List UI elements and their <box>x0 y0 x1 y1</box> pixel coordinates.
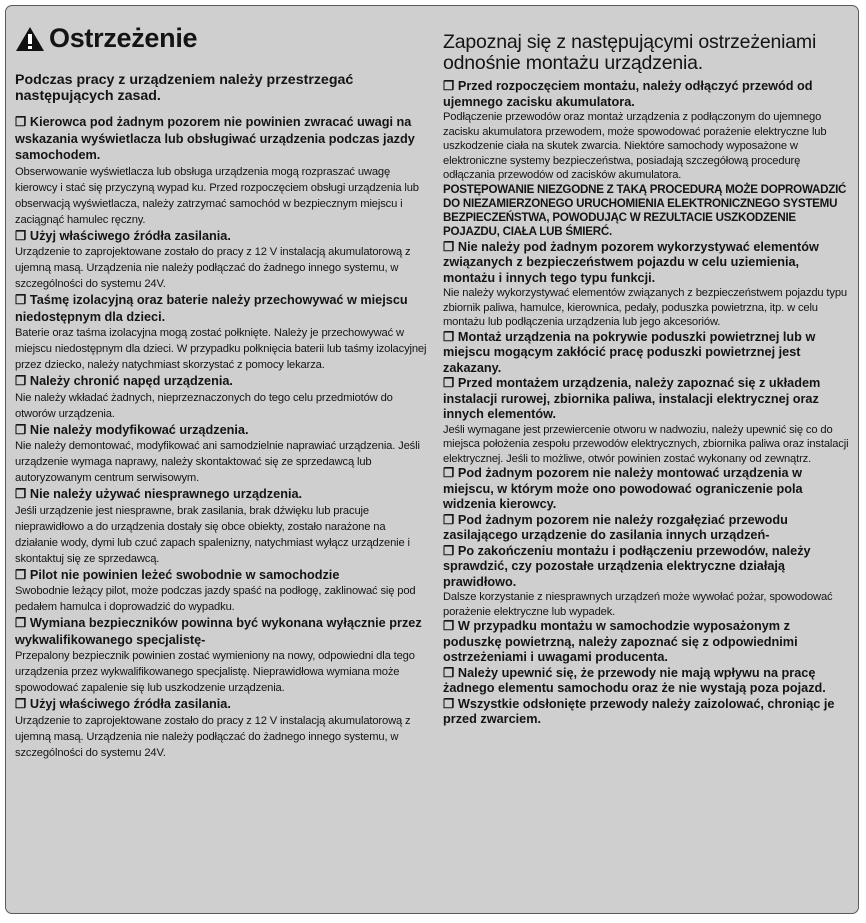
checkbox-bullet-icon <box>443 544 454 558</box>
checkbox-bullet-icon <box>443 79 454 93</box>
install-item <box>443 240 849 330</box>
install-item <box>443 513 849 544</box>
install-item <box>443 544 849 620</box>
checkbox-bullet-icon <box>15 616 26 630</box>
install-item <box>443 330 849 377</box>
warning-item-body: Nie należy demontować, modyfikować ani samodzielnie naprawiać urządzenia. Jeśli urządzenie wymaga naprawy, należy skontaktować się ze sprzedawcą lub autoryzowanym centrum serwisowym. <box>15 440 420 484</box>
warning-item <box>15 373 427 422</box>
warning-item-heading: Kierowca pod żadnym pozorem nie powinien zwracać uwagi na wskazania wyświetlacza lub obsługiwać urządzenia podczas jazdy samochodem. <box>15 115 415 162</box>
install-item <box>443 619 849 666</box>
install-item-heading: Montaż urządzenia na pokrywie poduszki powietrznej lub w miejscu mogącym zakłócić pracę poduszki powietrznej jest zakazany. <box>443 329 816 375</box>
warning-item-body: Swobodnie leżący pilot, może podczas jazdy spaść na podłogę, zaklinować się pod pedałem hamulca i doprowadzić do wypadku. <box>15 585 416 613</box>
warning-item-heading: Należy chronić napęd urządzenia. <box>29 374 233 388</box>
warning-item <box>15 114 427 228</box>
installation-heading: Zapoznaj się z następującymi ostrzeżeniami odnośnie montażu urządzenia. <box>443 31 817 74</box>
install-item-body: Podłączenie przewodów oraz montaż urządzenia z podłączonym do ujemnego zacisku akumulatora przewodem, może spowodować porażenie elektryczne lub uszkodzenie ciała na skutek zwarcia. Niektóre samochody wyposażone w elektroniczne systemy bezpieczeństwa, posiadają szczegółową procedurę odłączania przewodów od zacisków akumulatora. <box>443 111 827 181</box>
checkbox-bullet-icon <box>443 697 454 711</box>
warning-item <box>15 422 427 487</box>
checkbox-bullet-icon <box>443 666 454 680</box>
install-item-heading: Przed rozpoczęciem montażu, należy odłączyć przewód od ujemnego zacisku akumulatora. <box>443 79 813 109</box>
install-item-heading: Przed montażem urządzenia, należy zapoznać się z układem instalacji rurowej, zbiornika paliwa, instalacji elektrycznej oraz innych elementów. <box>443 376 821 422</box>
warning-item-heading: Użyj właściwego źródła zasilania. <box>29 697 231 711</box>
checkbox-bullet-icon <box>15 229 26 243</box>
warning-panel <box>5 5 859 914</box>
install-item-heading: Pod żadnym pozorem nie należy rozgałęziać przewodu zasilającego urządzenie do zasilania innych urządzeń- <box>443 512 788 543</box>
checkbox-bullet-icon <box>443 330 454 344</box>
warning-item-heading: Taśmę izolacyjną oraz baterie należy przechowywać w miejscu niedostępnym dla dzieci. <box>15 293 408 324</box>
warning-item-body: Urządzenie to zaprojektowane zostało do pracy z 12 V instalacją akumulatorową z ujemną masą. Urządzenia nie należy podłączać do żadnego innego systemu, w szczególności do systemu 24V. <box>15 714 411 759</box>
general-warnings-list <box>15 114 427 761</box>
warning-title-row <box>15 23 197 54</box>
checkbox-bullet-icon <box>443 619 454 633</box>
warning-item-body: Przepalony bezpiecznik powinien zostać wymieniony na nowy, odpowiedni dla tego urządzenia przez wykwalifikowanego specjalistę. Nieprawidłowa wymiana może spowodować zapalenie się lub uszkodzenie urządzenia. <box>15 650 415 694</box>
install-item <box>443 697 849 728</box>
checkbox-bullet-icon <box>443 376 454 390</box>
warning-item-body: Obserwowanie wyświetlacza lub obsługa urządzenia mogą rozpraszać uwagę kierowcy i stać się przyczyną wypad ku. Przed rozpoczęciem obsługi urządzenia lub obserwacją wyświetlacza, należy zatrzymać samochód w bezpiecznym miejscu i zaciągnąć hamulec ręczny. <box>15 165 419 226</box>
installation-warnings-list <box>443 79 849 728</box>
install-item-body: Nie należy wykorzystywać elementów związanych z bezpieczeństwem pojazdu typu zbiornik paliwa, hamulce, kierownica, pedały, poduszka powietrzna, itp. w celu montażu lub podłączenia urządzenia lub jego akcesoriów. <box>443 287 847 329</box>
install-item-heading: Należy upewnić się, że przewody nie mają wpływu na pracę żadnego elementu samochodu oraz że nie wystają poza pojazd. <box>443 665 826 696</box>
warning-item-heading: Użyj właściwego źródła zasilania. <box>29 228 231 243</box>
warning-item <box>15 228 427 293</box>
warning-item-body: Urządzenie to zaprojektowane zostało do pracy z 12 V instalacją akumulatorową z ujemną masą. Urządzenia nie należy podłączać do żadnego innego systemu, w szczególności do systemu 24V. <box>15 246 411 290</box>
install-item-heading: Pod żadnym pozorem nie należy montować urządzenia w miejscu, w którym może ono powodować ograniczenie pola widzenia kierowcy. <box>443 466 803 512</box>
install-item-heading: Nie należy pod żadnym pozorem wykorzystywać elementów związanych z bezpieczeństwem pojazdu w celu uziemienia, montażu i innych tego typu funkcji. <box>443 239 819 285</box>
warning-subtitle: Podczas pracy z urządzeniem należy przestrzegać następujących zasad. <box>15 72 354 104</box>
install-item-heading: W przypadku montażu w samochodzie wyposażonym z poduszkę powietrzną, należy zapoznać się z odpowiednimi ostrzeżeniami i uwagami producenta. <box>443 619 798 665</box>
install-item <box>443 376 849 466</box>
warning-item <box>15 292 427 373</box>
install-item-heading: Po zakończeniu montażu i podłączeniu przewodów, należy sprawdzić, czy pozostałe urządzenia elektryczne działają prawidłowo. <box>443 543 811 589</box>
checkbox-bullet-icon <box>443 513 454 527</box>
warning-item <box>15 615 427 696</box>
warning-item-heading: Wymiana bezpieczników powinna być wykonana wyłącznie przez wykwalifikowanego specjalistę- <box>15 616 422 647</box>
checkbox-bullet-icon <box>443 466 454 480</box>
warning-item <box>15 486 427 567</box>
warning-triangle-icon <box>15 26 45 52</box>
warning-item-heading: Nie należy modyfikować urządzenia. <box>29 422 249 437</box>
warning-item <box>15 696 427 761</box>
checkbox-bullet-icon <box>15 487 26 501</box>
checkbox-bullet-icon <box>15 115 26 129</box>
checkbox-bullet-icon <box>443 240 454 254</box>
checkbox-bullet-icon <box>15 423 26 437</box>
checkbox-bullet-icon <box>15 374 26 388</box>
install-caps-warning: POSTĘPOWANIE NIEZGODNE Z TAKĄ PROCEDURĄ MOŻE DOPROWADZIĆ DO NIEZAMIERZONEGO URUCHOMIENIA ELEKTRONICZNEGO SYSTEMU BEZPIECZEŃSTWA, POWODUJĄC W REZULTACIE USZKODZENIE POJAZDU, CIAŁA LUB ŚMIERĆ. <box>443 182 847 239</box>
warning-item-body: Nie należy wkładać żadnych, nieprzeznaczonych do tego celu przedmiotów do otworów urządzenia. <box>15 391 393 420</box>
install-item-body: Jeśli wymagane jest przewiercenie otworu w nadwoziu, należy upewnić się co do miejsca położenia zespołu przewodów elektrycznych, zbiornika paliwa oraz instalacji elektrycznej. Jeśli to możliwe, otwór powinien zostać wykonany od zewnątrz. <box>443 423 849 465</box>
checkbox-bullet-icon <box>15 697 26 711</box>
page-title: Ostrzeżenie <box>49 23 198 53</box>
install-item <box>443 79 849 240</box>
install-item <box>443 666 849 697</box>
checkbox-bullet-icon <box>15 568 26 582</box>
warning-item-heading: Pilot nie powinien leżeć swobodnie w samochodzie <box>29 567 340 582</box>
warning-item <box>15 567 427 616</box>
install-item-body: Dalsze korzystanie z niesprawnych urządzeń może wywołać pożar, spowodować porażenie elektryczne lub wypadek. <box>443 591 833 618</box>
install-item-heading: Wszystkie odsłonięte przewody należy zaizolować, chroniąc je przed zwarciem. <box>443 696 835 727</box>
checkbox-bullet-icon <box>15 293 26 307</box>
warning-item-heading: Nie należy używać niesprawnego urządzenia. <box>29 487 303 501</box>
install-item <box>443 466 849 513</box>
warning-item-body: Baterie oraz taśma izolacyjna mogą zostać połknięte. Należy je przechowywać w miejscu niedostępnym dla dzieci. W przypadku połknięcia baterii lub taśmy izolacyjnej przez dziecko, należy natychmiast skorzystać z pomocy lekarza. <box>15 327 427 371</box>
warning-item-body: Jeśli urządzenie jest niesprawne, brak zasilania, brak dźwięku lub pracuje nieprawidłowo a do urządzenia dostały się obce obiekty, zostało narażone na działanie wody, dymi lub czuć zapach spalenizny, natychmiast wyłącz urządzenie i skontaktuj się ze sprzedawcą. <box>15 504 410 565</box>
